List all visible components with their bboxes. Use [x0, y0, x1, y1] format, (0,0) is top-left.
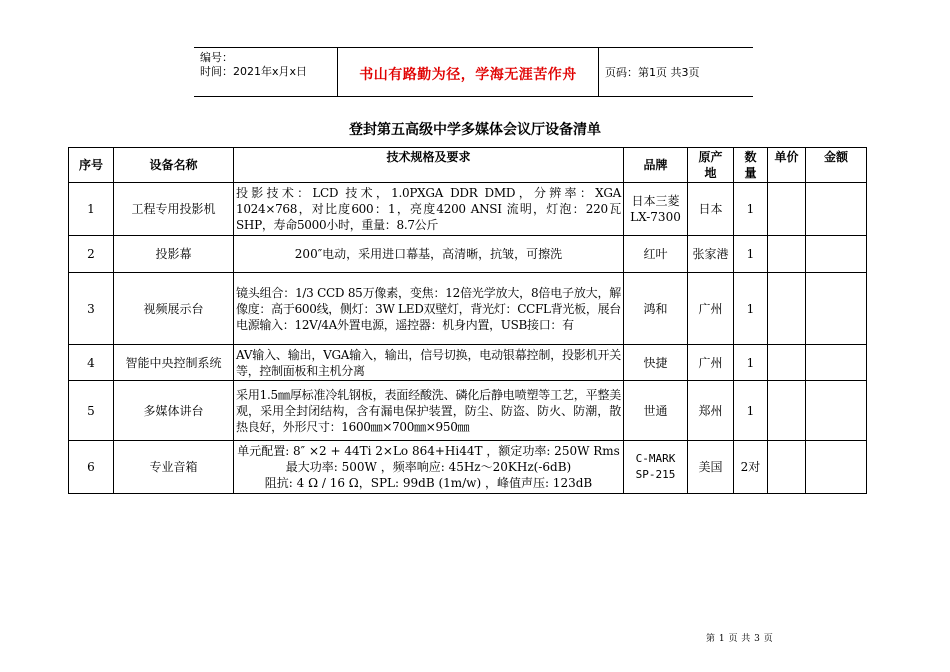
row-name: 投影幕	[114, 236, 234, 273]
row-qty: 1	[734, 236, 768, 273]
col-header-price: 单价	[768, 148, 806, 183]
row-name: 视频展示台	[114, 273, 234, 345]
row-price	[768, 236, 806, 273]
row-spec	[234, 441, 624, 494]
row-origin: 广州	[688, 273, 734, 345]
row-brand	[624, 441, 688, 494]
spec-line: 单元配置: 8″ ×2 + 44Ti 2×Lo 864+Hi44T ，额定功率: 250W Rms	[237, 444, 620, 458]
row-amount	[806, 183, 867, 236]
equipment-table	[68, 147, 867, 494]
table-row	[69, 381, 867, 441]
row-origin: 美国	[688, 441, 734, 494]
row-no: 5	[69, 381, 114, 441]
row-no: 4	[69, 345, 114, 381]
motto-text: 书山有路勤为径，学海无涯苦作舟	[359, 67, 577, 83]
col-header-no: 序号	[69, 148, 114, 183]
row-brand: 日本三菱LX-7300	[624, 183, 688, 236]
row-price	[768, 345, 806, 381]
row-spec: 投影技术：LCD 技术，1.0PXGA DDR DMD，分辨率：XGA 1024×768，对比度600：1，亮度4200 ANSI 流明，灯泡：220瓦SHP，寿命5000小时，重量：8.7公斤	[234, 183, 624, 236]
table-row	[69, 345, 867, 381]
table-header-row	[69, 148, 867, 183]
row-amount	[806, 381, 867, 441]
header-motto-cell	[338, 48, 599, 96]
col-header-amount: 金额	[806, 148, 867, 183]
row-brand: 快捷	[624, 345, 688, 381]
number-label: 编号：	[200, 51, 233, 64]
spec-line: 阻抗: 4 Ω / 16 Ω，SPL: 99dB (1m/w) ，峰值声压: 123dB	[264, 476, 593, 490]
row-qty: 1	[734, 273, 768, 345]
row-qty: 2对	[734, 441, 768, 494]
spec-line: 最大功率: 500W ，频率响应: 45Hz～20KHz(-6dB)	[285, 460, 572, 474]
row-price	[768, 273, 806, 345]
col-header-brand: 品牌	[624, 148, 688, 183]
page-label: 页码：第1页 共3页	[605, 66, 700, 79]
col-header-name: 设备名称	[114, 148, 234, 183]
table-row	[69, 183, 867, 236]
row-spec: 200″电动，采用进口幕基，高清晰，抗皱，可擦洗	[234, 236, 624, 273]
row-brand: 世通	[624, 381, 688, 441]
row-price	[768, 183, 806, 236]
table-row	[69, 441, 867, 494]
time-label: 时间：2021年x月x日	[200, 65, 308, 78]
row-no: 3	[69, 273, 114, 345]
row-name: 多媒体讲台	[114, 381, 234, 441]
row-spec: AV输入、输出，VGA输入，输出，信号切换，电动银幕控制，投影机开关等，控制面板和主机分离	[234, 345, 624, 381]
row-spec: 采用1.5㎜厚标准冷轧钢板，表面经酸洗、磷化后静电喷塑等工艺，平整美观，采用全封闭结构，含有漏电保护装置，防尘、防盗、防火、防潮，散热良好，外形尺寸：1600㎜×700㎜×950㎜	[234, 381, 624, 441]
row-price	[768, 441, 806, 494]
document-title: 登封第五高级中学多媒体会议厅设备清单	[349, 122, 601, 138]
row-qty: 1	[734, 183, 768, 236]
row-origin: 广州	[688, 345, 734, 381]
row-origin: 张家港	[688, 236, 734, 273]
row-amount	[806, 345, 867, 381]
row-amount	[806, 441, 867, 494]
brand-line: SP-215	[635, 468, 676, 481]
table-row	[69, 273, 867, 345]
row-origin: 郑州	[688, 381, 734, 441]
row-brand: 红叶	[624, 236, 688, 273]
row-no: 2	[69, 236, 114, 273]
row-spec: 镜头组合：1/3 CCD 85万像素，变焦：12倍光学放大，8倍电子放大，解像度：高于600线，侧灯：3W LED双壁灯，背光灯：CCFL背光板，展台电源输入：12V/4A外置电源，遥控器：机身内置，USB接口：有	[234, 273, 624, 345]
row-origin: 日本	[688, 183, 734, 236]
page-footer: 第 1 页 共 3 页	[706, 634, 774, 644]
col-header-qty: 数量	[734, 148, 768, 183]
row-name: 智能中央控制系统	[114, 345, 234, 381]
col-header-origin: 原产地	[688, 148, 734, 183]
table-row	[69, 236, 867, 273]
row-price	[768, 381, 806, 441]
row-name: 专业音箱	[114, 441, 234, 494]
col-header-spec: 技术规格及要求	[234, 148, 624, 183]
header-info-cell	[194, 48, 338, 96]
document-header	[194, 47, 753, 97]
header-page-cell	[599, 48, 753, 96]
brand-line: C-MARK	[635, 452, 676, 465]
row-brand: 鸿和	[624, 273, 688, 345]
row-amount	[806, 236, 867, 273]
row-name: 工程专用投影机	[114, 183, 234, 236]
row-no: 6	[69, 441, 114, 494]
row-amount	[806, 273, 867, 345]
row-qty: 1	[734, 381, 768, 441]
row-qty: 1	[734, 345, 768, 381]
row-no: 1	[69, 183, 114, 236]
